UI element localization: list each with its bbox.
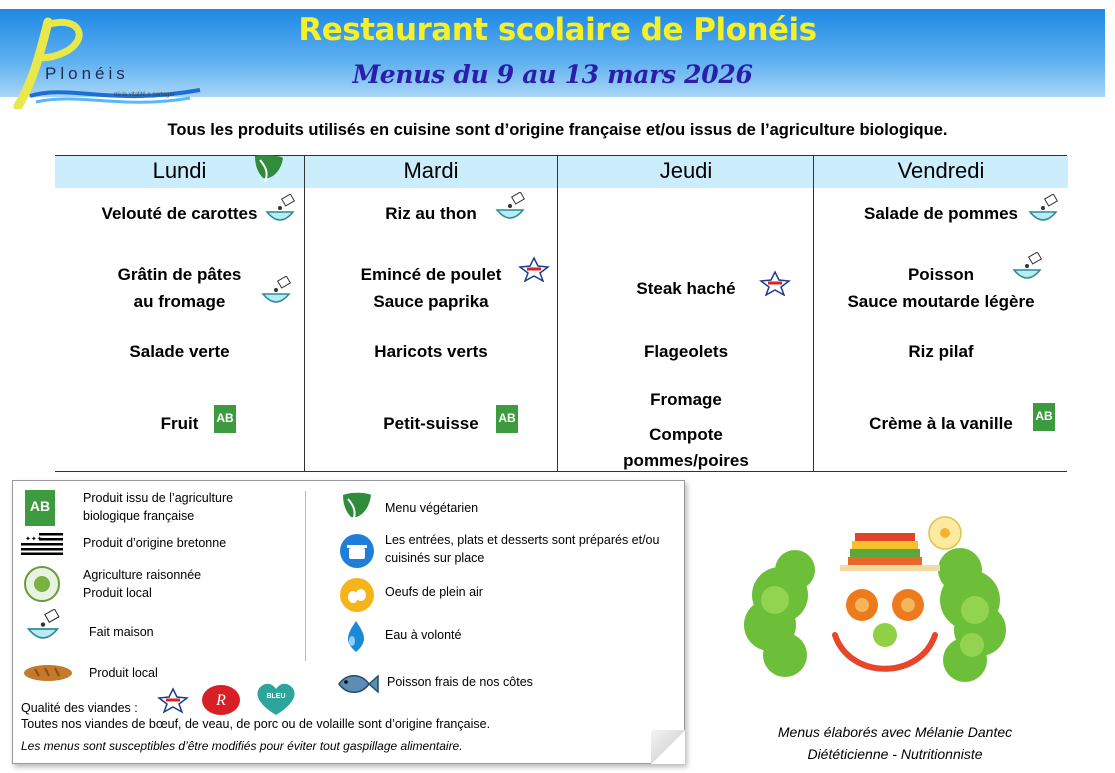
legend-agri-raisonnee-text: Agriculture raisonnée (83, 568, 202, 582)
vegetarian-leaf-icon (251, 152, 287, 184)
legend-divider (305, 491, 306, 661)
origin-statement: Tous les produits utilisés en cuisine sont d’origine française et/ou issus de l’agriculture biologique. (167, 121, 948, 139)
fait-maison-icon (1026, 194, 1060, 230)
viandes-de-france-icon (758, 270, 792, 296)
legend-fait-maison-text: Fait maison (89, 625, 154, 639)
dish-dessert: Crème à la vanille (869, 414, 1013, 433)
dish-entree: Salade de pommes (863, 204, 1018, 223)
day-header-vendredi (814, 156, 1068, 188)
eggs-icon (339, 577, 375, 613)
dish-side: Salade verte (129, 342, 230, 361)
meat-origin-note: Toutes nos viandes de bœuf, de veau, de porc ou de volaille sont d’origine française. (21, 717, 491, 731)
legend-breton-text: Produit d’origine bretonne (83, 536, 227, 550)
svg-text:AB: AB (1035, 409, 1053, 423)
bleu-blanc-coeur-icon (251, 681, 301, 717)
fait-maison-icon (493, 192, 527, 228)
day-column-mardi (304, 156, 557, 471)
day-column-lundi (55, 156, 304, 471)
svg-text:✦✦✦: ✦✦✦ (25, 536, 43, 543)
water-drop-icon (339, 619, 373, 655)
day-header-mardi (305, 156, 557, 188)
dish-dessert: Petit-suisse (383, 414, 479, 433)
bread-icon (23, 664, 73, 682)
meat-quality-label: Qualité des viandes : (21, 701, 138, 715)
dish-entree: Riz au thon (385, 204, 477, 223)
dish-side: Flageolets (643, 342, 729, 361)
legend-water-text: Eau à volonté (385, 628, 462, 642)
dish-dessert: Fruit (160, 414, 199, 433)
weekly-menu-table (55, 155, 1067, 472)
pot-icon (339, 533, 375, 569)
dish-main-2: Sauce moutarde légère (847, 292, 1035, 311)
viandes-de-france-icon (156, 685, 190, 715)
viandes-de-france-icon (517, 256, 551, 282)
dish-main-2: Sauce paprika (373, 292, 489, 311)
svg-text:AB: AB (29, 498, 51, 514)
dish-main-2: au fromage (133, 292, 226, 311)
day-name: Lundi (152, 158, 207, 183)
dish-side: Riz pilaf (908, 342, 974, 361)
fait-maison-icon (259, 276, 293, 312)
legend-vegetarian-text: Menu végétarien (385, 501, 479, 515)
ab-icon (495, 404, 519, 434)
legend-local-text: Produit local (83, 586, 152, 600)
credit-line-2: Diététicienne - Nutritionniste (807, 746, 983, 762)
agri-raisonnee-icon (23, 565, 61, 603)
day-name: Jeudi (659, 158, 713, 183)
label-rouge-icon (200, 684, 242, 716)
vegetable-clown-illustration (740, 505, 1030, 705)
day-header-jeudi (558, 156, 814, 188)
dish-main: Steak haché (636, 279, 736, 298)
dish-main: Grâtin de pâtes (117, 265, 242, 284)
svg-text:AB: AB (498, 411, 516, 425)
fait-maison-icon (21, 609, 65, 649)
fait-maison-icon (263, 194, 297, 230)
logo-tagline: où la vitalité a partager (114, 92, 175, 98)
legend-fish-text: Poisson frais de nos côtes (387, 675, 533, 689)
day-name: Mardi (403, 158, 459, 183)
ab-icon (213, 404, 237, 434)
day-column-vendredi (813, 156, 1068, 471)
logo-text: Plonéis (45, 64, 129, 83)
dish-cheese: Fromage (650, 390, 722, 409)
dish-main: Emincé de poulet (360, 265, 502, 284)
menu-dates-subtitle: Menus du 9 au 13 mars 2026 (352, 60, 753, 89)
credit-line-1: Menus élaborés avec Mélanie Dantec (777, 724, 1013, 740)
page-curl (651, 730, 685, 764)
vegetarian-leaf-icon (339, 489, 375, 523)
svg-text:AB: AB (216, 411, 234, 425)
legend-pot-text: Les entrées, plats et desserts sont préparés et/ou cuisinés sur place (385, 533, 660, 565)
legend-eggs-text: Oeufs de plein air (385, 585, 483, 599)
svg-text:R: R (216, 692, 226, 709)
page-title: Restaurant scolaire de Plonéis (298, 12, 817, 48)
dish-main: Poisson (907, 265, 975, 284)
legend-panel (12, 480, 685, 764)
svg-text:BLEU: BLEU (266, 693, 286, 700)
waste-note: Les menus sont susceptibles d’être modifiés pour éviter tout gaspillage alimentaire. (21, 739, 463, 753)
dish-dessert-2: pommes/poires (623, 451, 749, 470)
day-column-jeudi (557, 156, 814, 471)
ab-icon (23, 489, 57, 527)
breton-flag-icon (21, 533, 63, 555)
legend-bread-text: Produit local (89, 666, 158, 680)
day-name: Vendredi (897, 158, 985, 183)
dish-side: Haricots verts (374, 342, 488, 361)
fish-icon (335, 669, 379, 699)
legend-bio-text: Produit issu de l’agriculture biologique française (83, 491, 234, 523)
dish-dessert: Compote (649, 425, 723, 444)
ab-icon (1032, 402, 1056, 432)
fait-maison-icon (1010, 252, 1044, 288)
dish-entree: Velouté de carottes (101, 204, 258, 223)
